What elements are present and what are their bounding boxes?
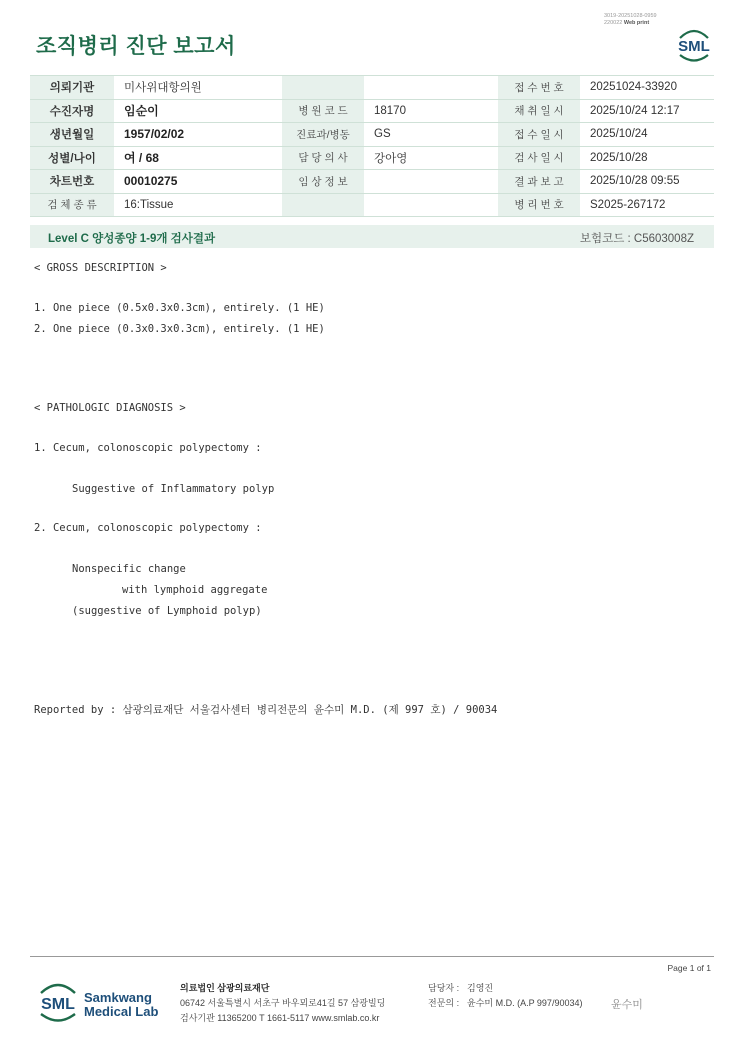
diagnosis-item-2: 2. Cecum, colonoscopic polypectomy :	[34, 522, 262, 534]
page-number: Page 1 of 1	[667, 963, 711, 973]
organization-name: 의료법인 삼광의료재단	[180, 983, 270, 993]
value-result-report: 2025/10/28 09:55	[580, 170, 714, 194]
label-clinical-info: 임 상 정 보	[282, 170, 364, 194]
label-hospital-code: 병 원 코 드	[282, 99, 364, 123]
patient-info-table	[30, 75, 714, 217]
brand-name-line1: Samkwang	[84, 990, 152, 1005]
manager-name: 김영진	[467, 983, 494, 993]
specialist-label: 전문의 :	[428, 998, 460, 1008]
web-print-label: Web print	[623, 20, 650, 26]
label-specimen-type: 검 체 종 류	[30, 193, 114, 217]
gross-item-2: 2. One piece (0.3x0.3x0.3cm), entirely. (1 HE)	[34, 323, 325, 335]
value-sex-age: 여 / 68	[114, 146, 282, 170]
label-department: 진료과/병동	[282, 123, 364, 147]
test-level-bar	[30, 225, 714, 248]
label-chart-number: 차트번호	[30, 170, 114, 194]
value-pathology-number: S2025-267172	[580, 193, 714, 217]
label-result-report: 결 과 보 고	[498, 170, 580, 194]
value-requesting-institution: 미사위대항의원	[114, 76, 282, 100]
value-patient-name: 임순이	[114, 99, 282, 123]
pathologic-diagnosis-heading: < PATHOLOGIC DIAGNOSIS >	[34, 402, 186, 414]
sml-logo-icon	[674, 24, 714, 64]
organization-address: 06742 서울특별시 서초구 바우뫼로41길 57 삼광빌딩	[180, 998, 386, 1008]
diagnosis-item-2-finding: Nonspecific change	[72, 563, 186, 575]
table-row	[30, 170, 714, 194]
table-row	[30, 123, 714, 147]
label-collection-date: 채 취 일 시	[498, 99, 580, 123]
gross-item-1: 1. One piece (0.5x0.3x0.3cm), entirely. (1 HE)	[34, 302, 325, 314]
insurance-code: 보험코드 : C5603008Z	[579, 233, 694, 245]
footer-divider	[30, 956, 714, 957]
value-specimen-type: 16:Tissue	[114, 193, 282, 217]
value-collection-date: 2025/10/24 12:17	[580, 99, 714, 123]
value-birth-date: 1957/02/02	[114, 123, 282, 147]
value-empty	[364, 76, 498, 100]
samkwang-logo-icon	[36, 979, 80, 1025]
label-birth-date: 생년월일	[30, 123, 114, 147]
diagnosis-item-1-finding: Suggestive of Inflammatory polyp	[72, 483, 275, 495]
svg-text:SML: SML	[678, 38, 710, 55]
table-row	[30, 76, 714, 100]
organization-contact: 검사기관 11365200 T 1661-5117 www.smlab.co.kr	[180, 1013, 380, 1023]
label-receipt-date: 접 수 일 시	[498, 123, 580, 147]
value-hospital-code: 18170	[364, 99, 498, 123]
diagnosis-item-1: 1. Cecum, colonoscopic polypectomy :	[34, 442, 262, 454]
value-doctor: 강아영	[364, 146, 498, 170]
document-code-line2: 220022 Web print	[604, 20, 650, 26]
label-pathology-number: 병 리 번 호	[498, 193, 580, 217]
label-receipt-number: 접 수 번 호	[498, 76, 580, 100]
value-receipt-number: 20251024-33920	[580, 76, 714, 100]
label-test-date: 검 사 일 시	[498, 146, 580, 170]
value-empty	[364, 193, 498, 217]
label-requesting-institution: 의뢰기관	[30, 76, 114, 100]
document-code	[604, 13, 657, 27]
diagnosis-item-2-detail: with lymphoid aggregate	[122, 584, 268, 596]
value-department: GS	[364, 123, 498, 147]
manager-label: 담당자 :	[428, 983, 460, 993]
document-code-line1: 3019-20251028-0959	[604, 13, 657, 19]
gross-description-heading: < GROSS DESCRIPTION >	[34, 262, 167, 274]
signature: 윤수미	[611, 998, 643, 1011]
table-row	[30, 99, 714, 123]
table-row	[30, 146, 714, 170]
reported-by: Reported by : 삼광의료재단 서울검사센터 병리전문의 윤수미 M.D. (제 997 호) / 90034	[34, 704, 498, 716]
label-patient-name: 수진자명	[30, 99, 114, 123]
value-receipt-date: 2025/10/24	[580, 123, 714, 147]
label-empty	[282, 193, 364, 217]
label-sex-age: 성별/나이	[30, 146, 114, 170]
diagnosis-item-2-note: (suggestive of Lymphoid polyp)	[72, 605, 262, 617]
specialist-name: 윤수미 M.D. (A.P 997/90034)	[467, 998, 583, 1008]
test-level: Level C 양성종양 1-9개 검사결과	[48, 233, 216, 245]
brand-name-line2: Medical Lab	[84, 1004, 159, 1019]
page-title: 조직병리 진단 보고서	[36, 35, 236, 58]
label-empty	[282, 76, 364, 100]
value-chart-number: 00010275	[114, 170, 282, 194]
table-row	[30, 193, 714, 217]
svg-text:SML: SML	[41, 996, 75, 1013]
value-clinical-info	[364, 170, 498, 194]
value-test-date: 2025/10/28	[580, 146, 714, 170]
label-doctor: 담 당 의 사	[282, 146, 364, 170]
